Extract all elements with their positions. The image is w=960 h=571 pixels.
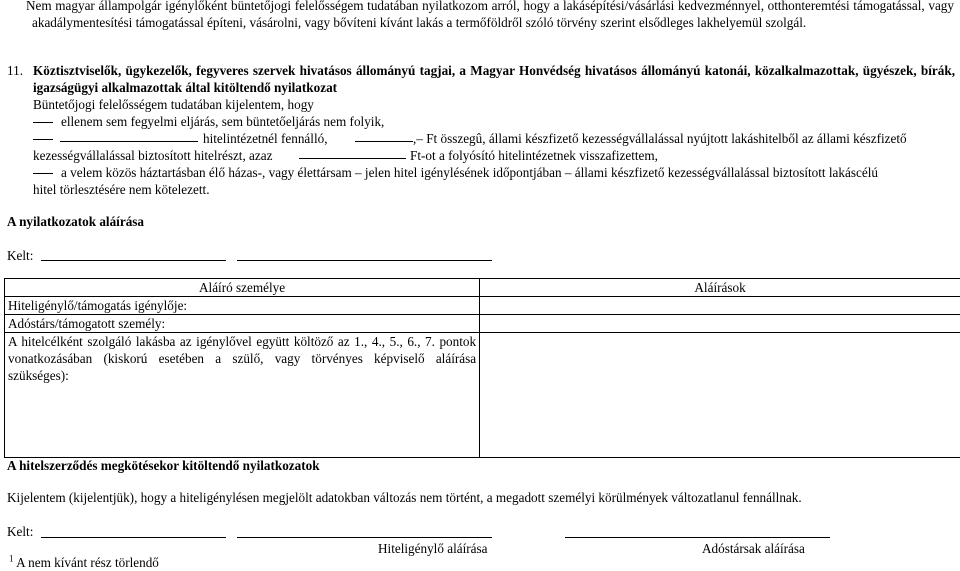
- footnote-text: A nem kívánt rész törlendő: [16, 555, 159, 570]
- option-2-text-1: hitelintézetnél fennálló,: [203, 130, 328, 147]
- section-11-intro: Büntetőjogi felelősségem tudatában kijelentem, hogy: [33, 96, 314, 113]
- signature-cell-2[interactable]: [480, 315, 960, 333]
- option-1-text: ellenem sem fegyelmi eljárás, sem büntetőeljárás nem folyik,: [61, 113, 384, 130]
- co-debtor-signature-line[interactable]: [565, 537, 830, 538]
- signatures-title: A nyilatkozatok aláírása: [7, 213, 144, 230]
- footnote: [9, 554, 159, 571]
- footnote-mark: 1: [9, 554, 14, 564]
- option-2-text-3: kezességvállalással biztosított hitelrészt, azaz: [33, 147, 272, 164]
- signer-row-2: Adóstárs/támogatott személy:: [5, 315, 480, 333]
- signature-table: [4, 278, 960, 458]
- signature-cell-1[interactable]: [480, 297, 960, 315]
- section-11-heading: Köztisztviselők, ügykezelők, fegyveres szervek hivatásos állományú tagjai, a Magyar Honvédség hivatásos állományú katonái, közalkalmazottak, ügyészek, bírák, igazságügyi alkalmazottak által kitöltendő nyilatkozat: [33, 62, 955, 96]
- contract-kelt-label: Kelt:: [7, 523, 33, 540]
- option-2-dash: [33, 139, 53, 140]
- signatures-place-field[interactable]: [41, 260, 226, 261]
- signatures-date-field[interactable]: [237, 260, 492, 261]
- option-2-text-2: ,– Ft összegû, állami készfizető kezességvállalással nyújtott lakáshitelből az állami készfizető: [413, 130, 907, 147]
- table-row: [5, 297, 960, 315]
- section-10-number: [6, 0, 26, 14]
- borrower-signature-label: Hiteligénylő aláírása: [378, 540, 488, 557]
- contract-text: Kijelentem (kijelentjük), hogy a hiteligénylésen megjelölt adatokban változás nem történt, a megadott személyi körülmények változatlanul fennállnak.: [7, 489, 802, 506]
- loan-amount-field[interactable]: [355, 141, 413, 142]
- signer-row-1: Hiteligénylő/támogatás igénylője:: [5, 297, 480, 315]
- col-signer-header: Aláíró személye: [5, 279, 480, 297]
- contract-title: A hitelszerződés megkötésekor kitöltendő nyilatkozatok: [7, 457, 320, 474]
- table-header-row: [5, 279, 960, 297]
- bank-name-field[interactable]: [60, 141, 198, 142]
- section-10: [6, 0, 954, 31]
- table-row: [5, 333, 960, 458]
- option-3-text-2: hitel törlesztésére nem kötelezett.: [33, 181, 210, 198]
- option-3-text-1: a velem közös háztartásban élő házas-, vagy élettársam – jelen hitel igénylésének időpontjában – állami készfizető kezességvállalással biztosított lakáscélú: [61, 164, 878, 181]
- table-row: [5, 315, 960, 333]
- col-signature-header: Aláírások: [480, 279, 960, 297]
- signature-cell-3[interactable]: [480, 333, 960, 458]
- section-10-text: Nem magyar állampolgár igénylőként büntetőjogi felelősségem tudatában nyilatkozom arról, hogy a lakásépítési/vásárlási kedvezménnyel, otthonteremtési támogatással, vagy akadálymentesítési támogatással építeni, vásárolni, vagy bővíteni kívánt lakás a termőföldről szóló törvény szerint elsődleges lakhelyemül szolgál.: [26, 0, 954, 30]
- contract-date-field[interactable]: [237, 537, 492, 538]
- repaid-amount-field[interactable]: [299, 158, 406, 159]
- signer-row-3: A hitelcélként szolgáló lakásba az igénylővel együtt költöző az 1., 4., 5., 6., 7. pontok vonatkozásában (kiskorú esetében a szülő, vagy törvényes képviselő aláírása szükséges):: [5, 333, 480, 458]
- signatures-kelt-label: Kelt:: [7, 247, 33, 264]
- contract-place-field[interactable]: [41, 537, 226, 538]
- option-2-text-4: Ft-ot a folyósító hitelintézetnek visszafizettem,: [410, 147, 658, 164]
- option-1-dash: [33, 122, 53, 123]
- section-11-number: 11.: [7, 62, 23, 79]
- option-3-dash: [33, 173, 53, 174]
- co-debtor-signature-label: Adóstársak aláírása: [702, 540, 805, 557]
